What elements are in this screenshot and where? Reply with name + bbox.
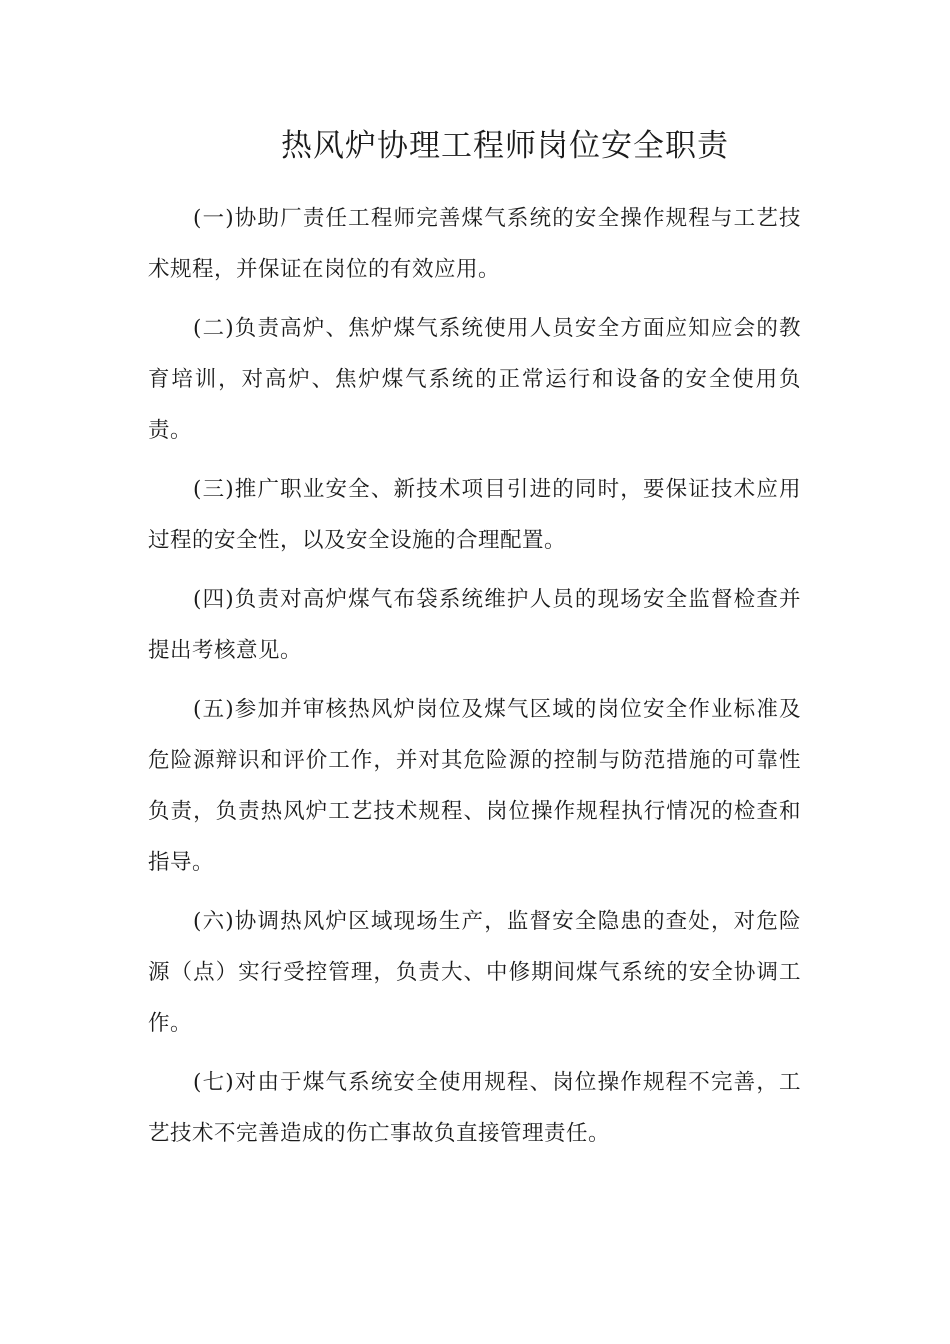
clause-1: (一)协助厂责任工程师完善煤气系统的安全操作规程与工艺技术规程，并保证在岗位的有效应用。 xyxy=(148,206,801,282)
document-title: 热风炉协理工程师岗位安全职责 xyxy=(281,128,729,164)
clause-5: (五)参加并审核热风炉岗位及煤气区域的岗位安全作业标准及危险源辩识和评价工作，并对其危险源的控制与防范措施的可靠性负责，负责热风炉工艺技术规程、岗位操作规程执行情况的检查和指导。 xyxy=(148,697,801,875)
clause-7: (七)对由于煤气系统安全使用规程、岗位操作规程不完善，工艺技术不完善造成的伤亡事故负直接管理责任。 xyxy=(148,1070,801,1146)
clause-list xyxy=(148,193,801,1167)
clause-2: (二)负责高炉、焦炉煤气系统使用人员安全方面应知应会的教育培训，对高炉、焦炉煤气系统的正常运行和设备的安全使用负责。 xyxy=(148,316,801,443)
clause-4: (四)负责对高炉煤气布袋系统维护人员的现场安全监督检查并提出考核意见。 xyxy=(148,587,801,663)
clause-6: (六)协调热风炉区域现场生产，监督安全隐患的查处，对危险源（点）实行受控管理，负责大、中修期间煤气系统的安全协调工作。 xyxy=(148,909,801,1036)
clause-3: (三)推广职业安全、新技术项目引进的同时，要保证技术应用过程的安全性，以及安全设施的合理配置。 xyxy=(148,477,801,553)
